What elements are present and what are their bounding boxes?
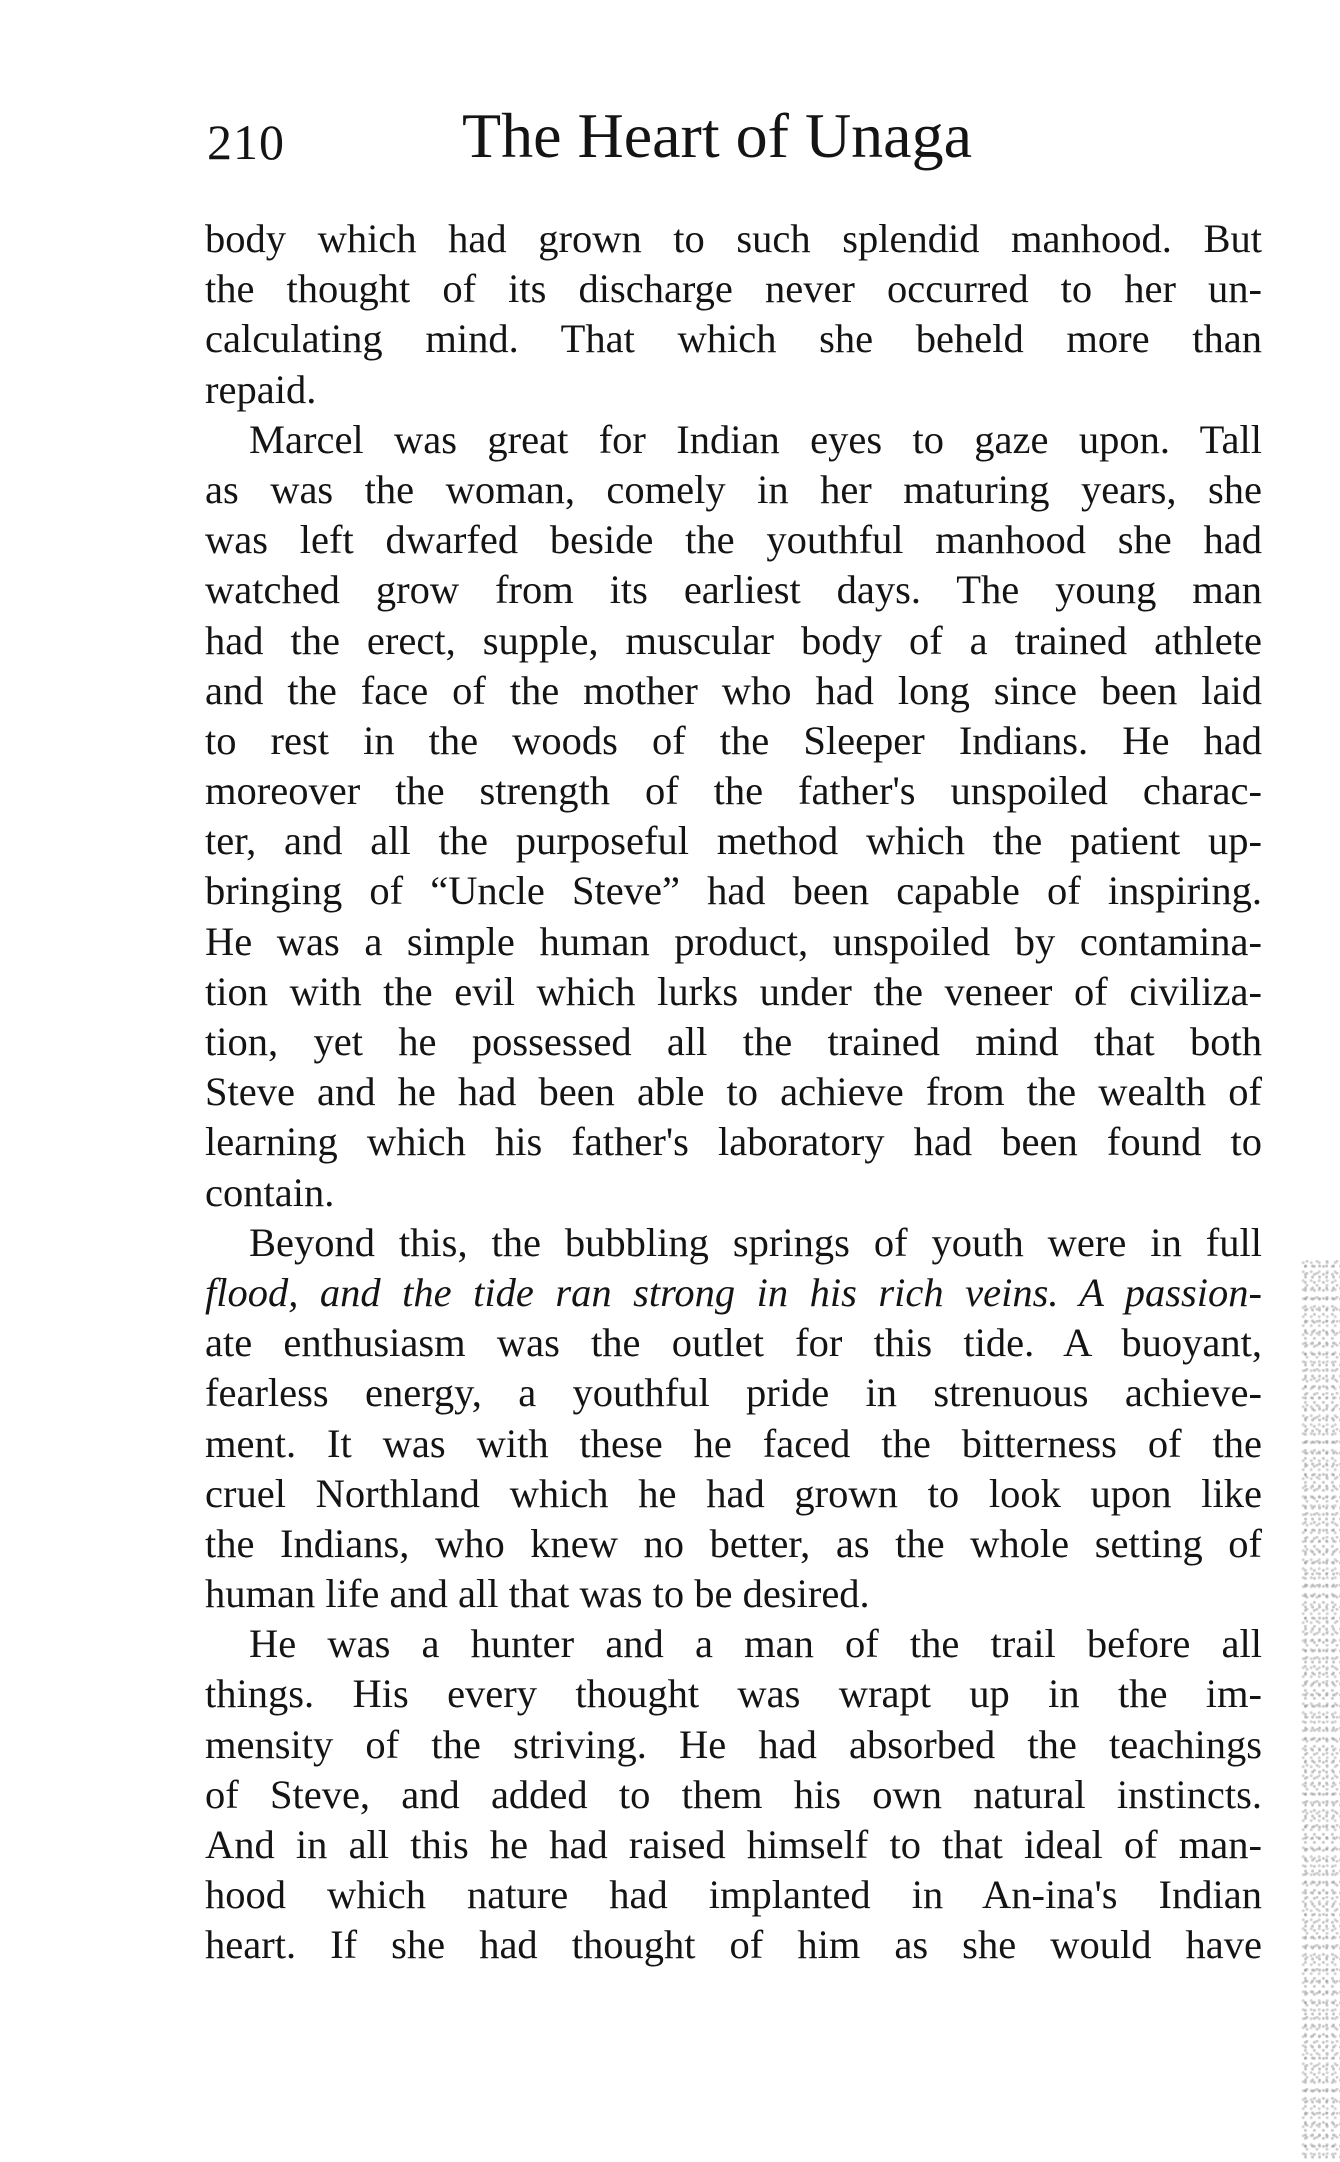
- page-edge-speckle: [1300, 1260, 1340, 2160]
- text-line-italic: flood, and the tide ran strong in his rich veins. A passion-: [205, 1269, 1262, 1315]
- text-line: had the erect, supple, muscular body of a trained athlete: [205, 617, 1262, 663]
- text-line: heart. If she had thought of him as she would have: [205, 1922, 1262, 1968]
- text-line: He was a simple human product, unspoiled by contamina-: [205, 918, 1262, 964]
- text-line: as was the woman, comely in her maturing years, she: [205, 466, 1262, 512]
- text-line: tion with the evil which lurks under the veneer of civiliza-: [205, 968, 1262, 1014]
- text-line: contain.: [205, 1169, 335, 1215]
- text-line: ter, and all the purposeful method which the patient up-: [205, 818, 1262, 864]
- text-line: Beyond this, the bubbling springs of youth were in full: [249, 1219, 1262, 1265]
- text-line: bringing of “Uncle Steve” had been capable of inspiring.: [205, 868, 1262, 914]
- text-line: the Indians, who knew no better, as the whole setting of: [205, 1520, 1262, 1566]
- book-title: The Heart of Unaga: [462, 100, 972, 171]
- text-line: repaid.: [205, 366, 317, 412]
- text-line: the thought of its discharge never occurred to her un-: [205, 266, 1262, 312]
- text-line: Steve and he had been able to achieve from the wealth of: [205, 1069, 1262, 1115]
- text-line: was left dwarfed beside the youthful manhood she had: [205, 517, 1262, 563]
- text-line: calculating mind. That which she beheld more than: [205, 316, 1262, 362]
- body-text: [205, 214, 1262, 1971]
- text-line: Marcel was great for Indian eyes to gaze upon. Tall: [249, 416, 1262, 462]
- text-line: things. His every thought was wrapt up in the im-: [205, 1671, 1262, 1717]
- text-line: He was a hunter and a man of the trail before all: [249, 1621, 1262, 1667]
- text-line: ate enthusiasm was the outlet for this tide. A buoyant,: [205, 1320, 1262, 1366]
- text-line: and the face of the mother who had long since been laid: [205, 667, 1262, 713]
- text-line: of Steve, and added to them his own natural instincts.: [205, 1771, 1262, 1817]
- running-head: [207, 100, 1267, 180]
- text-line: moreover the strength of the father's unspoiled charac-: [205, 768, 1262, 814]
- text-line: tion, yet he possessed all the trained mind that both: [205, 1019, 1262, 1064]
- text-line: to rest in the woods of the Sleeper Indians. He had: [205, 717, 1262, 763]
- text-line: And in all this he had raised himself to that ideal of man-: [205, 1822, 1262, 1867]
- text-line: hood which nature had implanted in An-ina's Indian: [205, 1872, 1262, 1918]
- text-line: human life and all that was to be desired.: [205, 1571, 870, 1617]
- page-number: 210: [207, 114, 285, 170]
- text-line: learning which his father's laboratory had been found to: [205, 1119, 1262, 1165]
- text-line: fearless energy, a youthful pride in strenuous achieve-: [205, 1370, 1262, 1416]
- text-line: ment. It was with these he faced the bitterness of the: [205, 1420, 1262, 1466]
- text-line: cruel Northland which he had grown to look upon like: [205, 1470, 1262, 1516]
- text-line: body which had grown to such splendid manhood. But: [205, 216, 1262, 261]
- text-line: watched grow from its earliest days. The young man: [205, 567, 1262, 613]
- text-line: mensity of the striving. He had absorbed the teachings: [205, 1721, 1262, 1767]
